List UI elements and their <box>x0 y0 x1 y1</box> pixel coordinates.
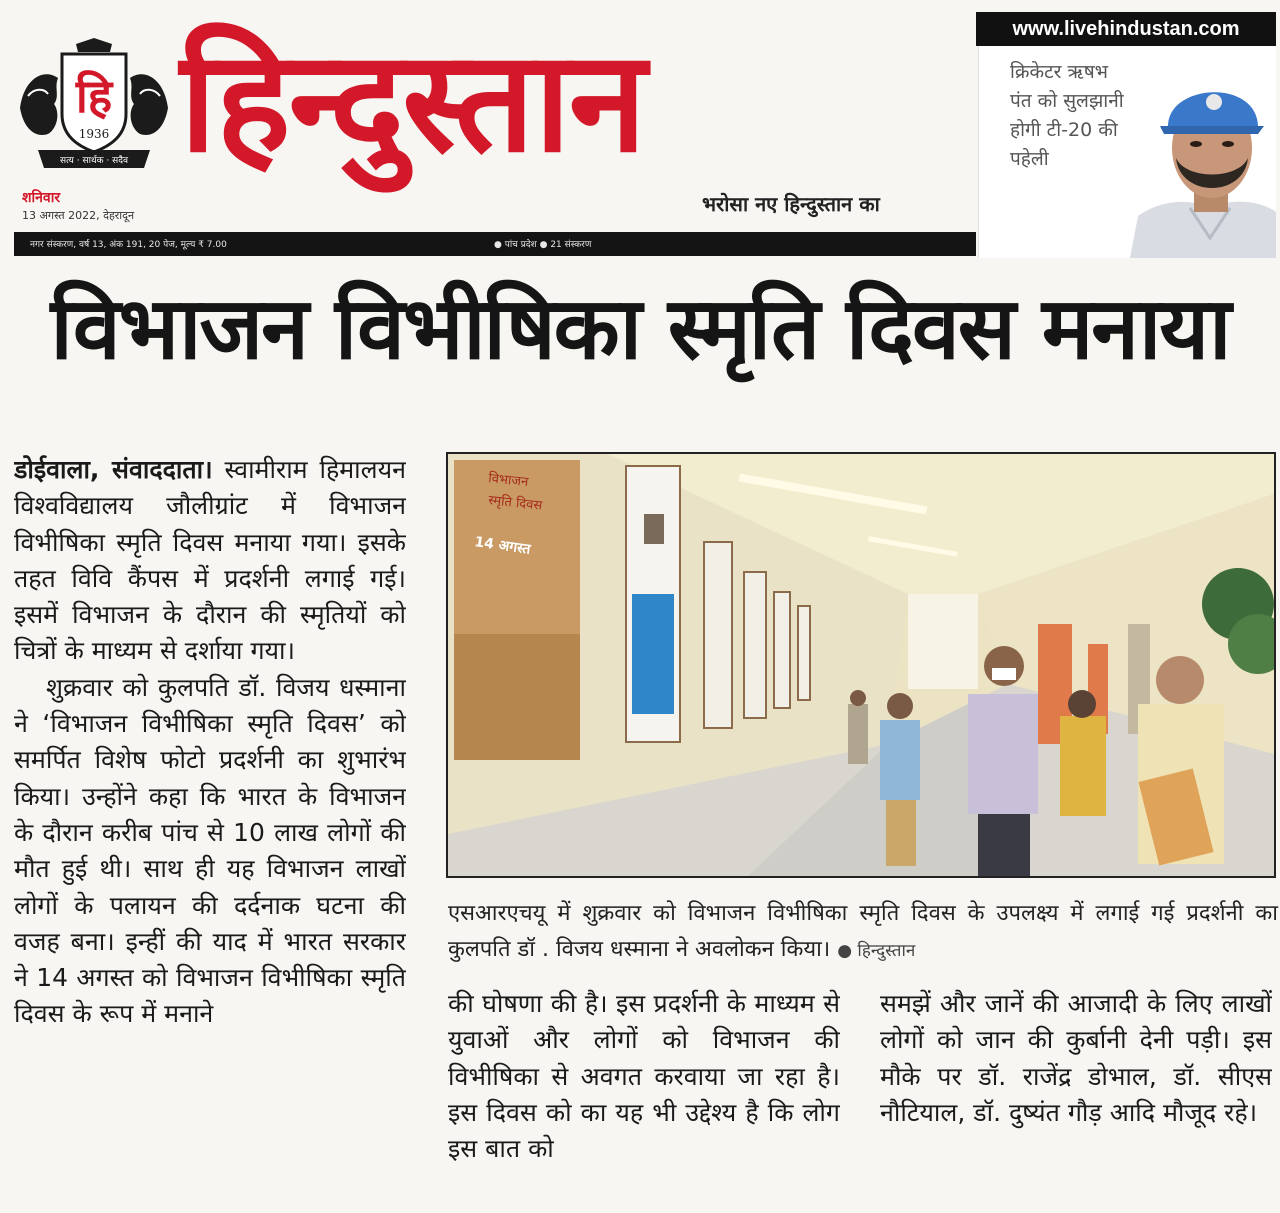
website-url: www.livehindustan.com <box>976 12 1276 46</box>
issue-info-text: नगर संस्करण, वर्ष 13, अंक 191, 20 पेज, मूल्य ₹ 7.00 <box>30 240 227 250</box>
svg-text:हि: हि <box>75 69 113 123</box>
issue-day: शनिवार <box>22 190 61 206</box>
banner-title: विभाजन <box>487 471 529 491</box>
exhibition-corridor-photo <box>448 454 1274 876</box>
emblem-motto: सत्य · सार्थक · सदैव <box>59 156 129 166</box>
article-dateline: डोईवाला, संवाददाता। <box>14 455 213 484</box>
photo-caption <box>448 896 1278 969</box>
article-column-2: की घोषणा की है। इस प्रदर्शनी के माध्यम से युवाओं और लोगों को विभाजन की विभीषिका से अवगत करवाया जा रहा है। इस दिवस को का यह भी उद्देश्य है कि लोग इस बात को <box>448 989 840 1164</box>
article-headline: विभाजन विभीषिका स्मृति दिवस मनाया <box>50 279 1230 379</box>
emblem-year: 1936 <box>78 127 110 141</box>
article-column-1 <box>14 452 406 1210</box>
photo-caption-text: एसआरएचयू में शुक्रवार को विभाजन विभीषिका स्मृति दिवस के उपलक्ष्य में लगाई गई प्रदर्शनी का कुलपति डॉ . विजय धस्माना ने अवलोकन किया। <box>448 901 1278 962</box>
article-paragraph-1: स्वामीराम हिमालयन विश्वविद्यालय जौलीग्रांट में विभाजन विभीषिका स्मृति दिवस मनाया गया। इसके तहत विवि कैंपस में प्रदर्शनी लगाई गई। इसमें विभाजन के दौरान की स्मृतियों को चित्रों के माध्यम से दर्शाया गया। <box>14 455 406 666</box>
newspaper-title: हिन्दुस्तान <box>180 20 645 184</box>
issue-editions-text: ● पांच प्रदेश ● 21 संस्करण <box>494 240 592 250</box>
issue-date-city: 13 अगस्त 2022, देहरादून <box>22 209 135 222</box>
promo-teaser-text: क्रिकेटर ऋषभ पंत को सुलझानी होगी टी-20 की पहेली <box>1010 61 1124 170</box>
photo-credit: ● हिन्दुस्तान <box>837 941 916 961</box>
article-paragraph-2: शुक्रवार को कुलपति डॉ. विजय धस्माना ने ‘विभाजन विभीषिका स्मृति दिवस’ को समर्पित विशेष फोटो प्रदर्शनी का शुभारंभ किया। उन्होंने कहा कि भारत के विभाजन के दौरान करीब पांच से 10 लाख लोगों की मौत हुई थी। साथ ही यह विभाजन लाखों लोगों के पलायन की दर्दनाक घटना की वजह बना। इन्हीं की याद में भारत सरकार ने 14 अगस्त को विभाजन विभीषिका स्मृति दिवस के रूप में मनाने <box>14 672 406 1029</box>
cricketer-photo <box>1130 48 1276 258</box>
newspaper-emblem-logo <box>14 38 174 178</box>
banner-date: 14 अगस्त <box>473 534 532 558</box>
article-photo <box>446 452 1276 878</box>
newspaper-tagline: भरोसा नए हिन्दुस्तान का <box>702 192 880 216</box>
banner-subtitle: स्मृति दिवस <box>487 493 543 514</box>
article-column-3: समझें और जानें की आजादी के लिए लाखों लोगों को जान की कुर्बानी देनी पड़ी। इस मौके पर डॉ. राजेंद्र डोभाल, डॉ. सीएस नौटियाल, डॉ. दुष्यंत गौड़ आदि मौजूद रहे। <box>880 989 1272 1127</box>
